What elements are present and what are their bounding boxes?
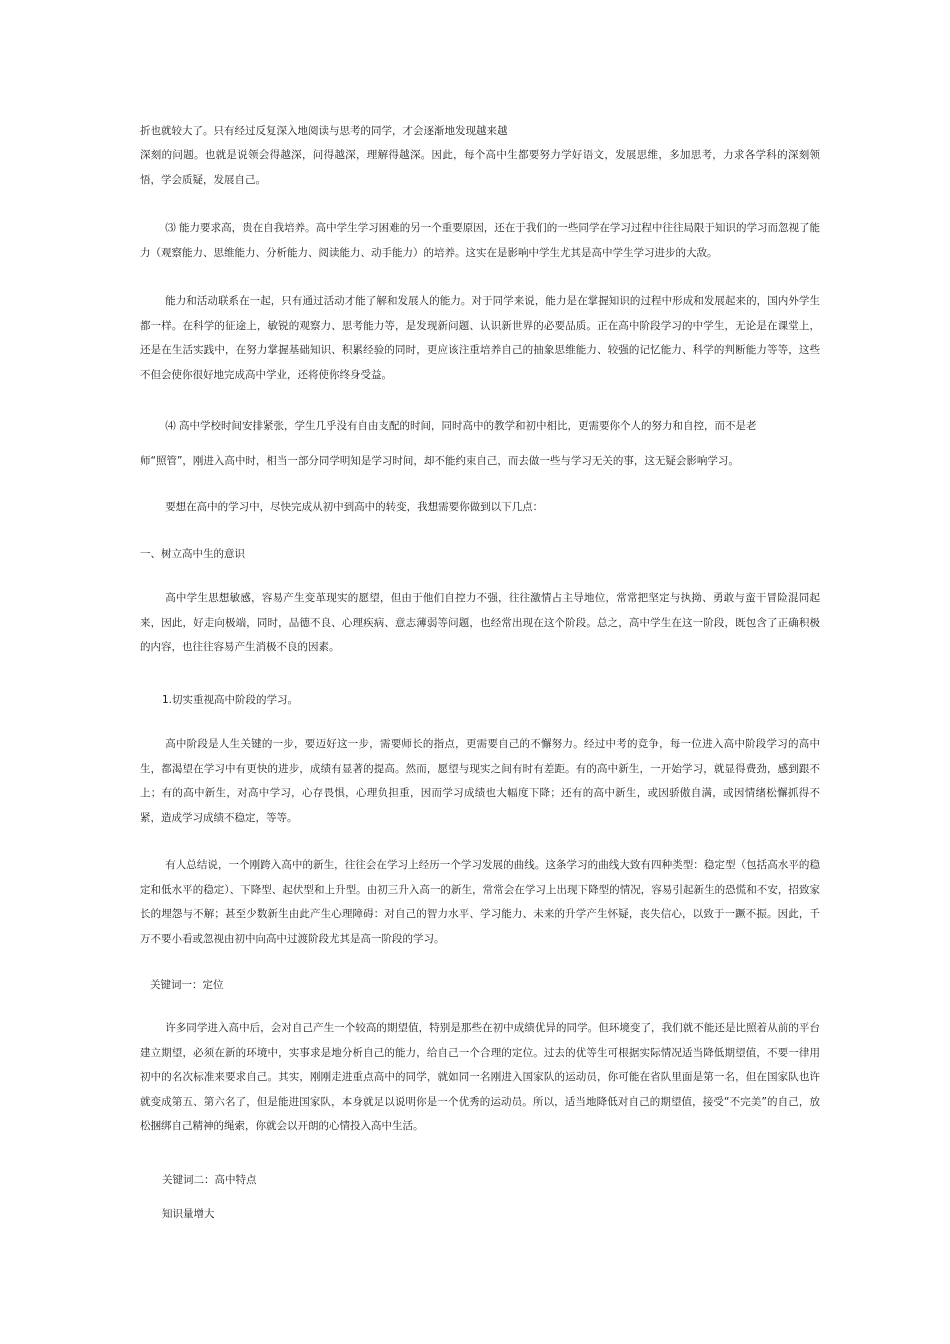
subsection-heading: 1.切实重视高中阶段的学习。 [162,694,299,706]
paragraph: 高中阶段是人生关键的一步，要迈好这一步，需要师长的指点，更需要自己的不懈努力。经过中考的竞争，每一位进入高中阶段学习的高中生，都渴望在学习中有更快的进步，成绩有显著的提高。然而，愿望与现实之间有时有差距。有的高中新生，一开始学习，就显得费劲，感到跟不上；有的高中新生，对高中学习，心存畏惧，心理负担重，因而学习成绩也大幅度下降；还有的高中新生，或因骄傲自满，或因情绪松懈抓得不紧，造成学习成绩不稳定，等等。 [140,738,820,824]
paragraph: 高中学生思想敏感，容易产生变革现实的愿望，但由于他们自控力不强，往往激情占主导地位，常常把坚定与执拗、勇敢与蛮干冒险混同起来，因此，好走向极端，同时，品德不良、心理疾病、意志薄弱等问题，也经常出现在这个阶段。总之，高中学生在这一阶段，既包含了正确积极的内容，也往往容易产生消极不良的因素。 [140,592,820,653]
subheading: 知识量增大 [162,1208,215,1220]
section-heading: 一、树立高中生的意识 [140,548,245,560]
paragraph-continuation: 师“照管”，刚进入高中时，相当一部分同学明知是学习时间，却不能约束自己，而去做一些与学习无关的事，这无疑会影响学习。 [140,455,739,467]
paragraph: 要想在高中的学习中，尽快完成从初中到高中的转变，我想需要你做到以下几点： [165,501,544,513]
paragraph: 深刻的问题。也就是说领会得越深，问得越深，理解得越深。因此，每个高中生都要努力学好语文，发展思维，多加思考，力求各学科的深刻领悟，学会质疑，发展自己。 [140,149,820,186]
paragraph: 有人总结说，一个刚跨入高中的新生，往往会在学习上经历一个学习发展的曲线。这条学习的曲线大致有四种类型：稳定型（包括高水平的稳定和低水平的稳定）、下降型、起伏型和上升型。由初三升入高一的新生，常常会在学习上出现下降型的情况，容易引起新生的恐慌和不安，招致家长的埋怨与不解；甚至少数新生由此产生心理障碍：对自己的智力水平、学习能力、未来的升学产生怀疑，丧失信心，以致于一蹶不振。因此，千万不要小看或忽视由初中向高中过渡阶段尤其是高一阶段的学习。 [140,859,820,945]
paragraph: 能力和活动联系在一起，只有通过活动才能了解和发展人的能力。对于同学来说，能力是在掌握知识的过程中形成和发展起来的，国内外学生都一样。在科学的征途上，敏锐的观察力、思考能力等，是发现新问题、认识新世界的必要品质。正在高中阶段学习的中学生，无论是在课堂上，还是在生活实践中，在努力掌握基础知识、积累经验的同时，更应该注重培养自己的抽象思维能力、较强的记忆能力、科学的判断能力等等，这些不但会使你很好地完成高中学业，还将使你终身受益。 [140,295,820,381]
paragraph: 许多同学进入高中后，会对自己产生一个较高的期望值，特别是那些在初中成绩优异的同学。但环境变了，我们就不能还是比照着从前的平台建立期望，必须在新的环境中，实事求是地分析自己的能力，给自己一个合理的定位。过去的优等生可根据实际情况适当降低期望值，不要一律用初中的名次标准来要求自己。其实，刚刚走进重点高中的同学，就如同一名刚进入国家队的运动员，你可能在省队里面是第一名，但在国家队也许就变成第五、第六名了，但是能进国家队，本身就足以说明你是一个优秀的运动员。所以，适当地降低对自己的期望值，接受“不完美”的自己，放松捆绑自己精神的绳索，你就会以开朗的心情投入高中生活。 [140,1022,820,1132]
paragraph-numbered-4: ⑷ 高中学校时间安排紧张，学生几乎没有自由支配的时间，同时高中的教学和初中相比，更需要你个人的努力和自控，而不是老 [165,420,757,432]
keyword-heading: 关键词一：定位 [150,979,224,991]
keyword-heading: 关键词二：高中特点 [162,1174,257,1186]
paragraph-continuation: 折也就较大了。只有经过反复深入地阅读与思考的同学，才会逐渐地发现越来越 [140,125,508,137]
paragraph-numbered-3: ⑶ 能力要求高，贵在自我培养。高中学生学习困难的另一个重要原因，还在于我们的一些同学在学习过程中往往局限于知识的学习而忽视了能力（观察能力、思维能力、分析能力、阅读能力、动手能力）的培养。这实在是影响中学生尤其是高中学生学习进步的大敌。 [140,222,820,259]
